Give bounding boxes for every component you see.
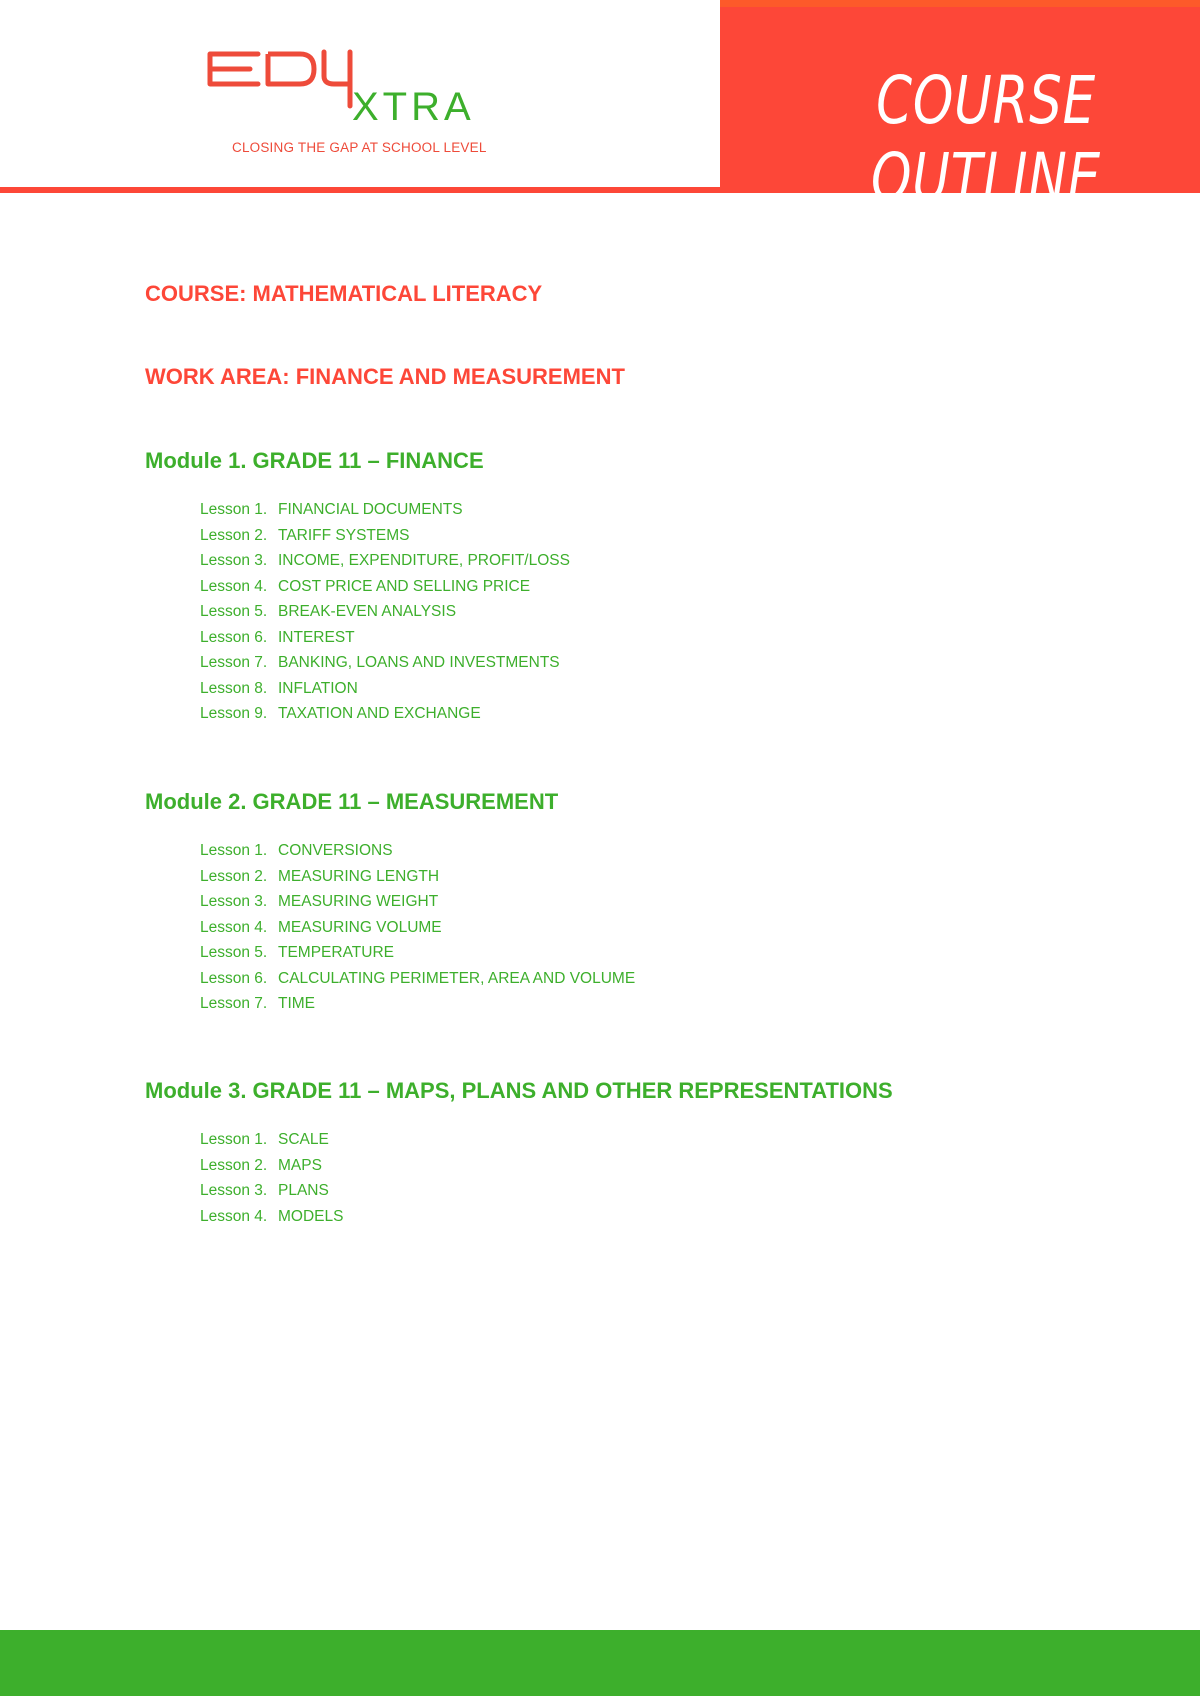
banner-title: COURSE OUTLINE bbox=[870, 62, 1102, 216]
lesson-title: TARIFF SYSTEMS bbox=[278, 526, 410, 544]
svg-text:XTRA: XTRA bbox=[352, 85, 475, 126]
lesson-title: COST PRICE AND SELLING PRICE bbox=[278, 577, 531, 595]
module-2-title: Module 2. GRADE 11 – MEASUREMENT bbox=[145, 789, 559, 814]
lesson-title: INCOME, EXPENDITURE, PROFIT/LOSS bbox=[278, 552, 570, 569]
lesson-number: Lesson 1. bbox=[200, 1131, 268, 1148]
lesson-title: MEASURING WEIGHT bbox=[278, 893, 439, 910]
lesson-item bbox=[200, 1204, 343, 1230]
module-1-lessons bbox=[200, 497, 570, 727]
module-3-title: Module 3. GRADE 11 – MAPS, PLANS AND OTHER REPRESENTATIONS bbox=[145, 1078, 893, 1103]
header-banner bbox=[720, 0, 1200, 216]
lesson-item bbox=[200, 676, 570, 702]
footer-green-bar bbox=[0, 1630, 1200, 1696]
lesson-number: Lesson 1. bbox=[200, 501, 268, 518]
lesson-item bbox=[200, 1178, 343, 1204]
lesson-item bbox=[200, 1153, 343, 1179]
lesson-item bbox=[200, 864, 635, 890]
lesson-item bbox=[200, 701, 570, 727]
logo-mark bbox=[200, 46, 540, 126]
header-red-rule bbox=[0, 187, 720, 193]
lesson-number: Lesson 7. bbox=[200, 995, 268, 1012]
lesson-item bbox=[200, 548, 570, 574]
module-3-lessons bbox=[200, 1127, 343, 1229]
lesson-number: Lesson 8. bbox=[200, 679, 268, 697]
lesson-item bbox=[200, 966, 635, 992]
lesson-item bbox=[200, 599, 570, 625]
lesson-title: MAPS bbox=[278, 1156, 322, 1174]
module-2-lessons bbox=[200, 838, 635, 1017]
lesson-item bbox=[200, 650, 570, 676]
logo-tagline: CLOSING THE GAP AT SCHOOL LEVEL bbox=[232, 140, 487, 155]
lesson-title: CALCULATING PERIMETER, AREA AND VOLUME bbox=[278, 969, 636, 987]
lesson-title: BANKING, LOANS AND INVESTMENTS bbox=[278, 654, 560, 671]
lesson-item bbox=[200, 915, 635, 941]
lesson-number: Lesson 4. bbox=[200, 1207, 268, 1225]
lesson-number: Lesson 6. bbox=[200, 628, 268, 646]
lesson-number: Lesson 4. bbox=[200, 577, 268, 595]
lesson-title: FINANCIAL DOCUMENTS bbox=[278, 501, 463, 518]
lesson-title: TIME bbox=[278, 995, 316, 1012]
lesson-item bbox=[200, 497, 570, 523]
lesson-number: Lesson 1. bbox=[200, 842, 268, 859]
lesson-item bbox=[200, 1127, 343, 1153]
lesson-title: MEASURING VOLUME bbox=[278, 918, 442, 936]
lesson-title: PLANS bbox=[278, 1182, 329, 1199]
lesson-number: Lesson 3. bbox=[200, 1182, 268, 1199]
lesson-item bbox=[200, 940, 635, 966]
lesson-title: INTEREST bbox=[278, 628, 355, 646]
lesson-title: TEMPERATURE bbox=[278, 944, 394, 961]
lesson-title: CONVERSIONS bbox=[278, 842, 393, 859]
lesson-item bbox=[200, 574, 570, 600]
header-white-area bbox=[0, 0, 720, 187]
edu-xtra-logo bbox=[200, 46, 540, 166]
lesson-title: MEASURING LENGTH bbox=[278, 867, 440, 885]
lesson-title: BREAK-EVEN ANALYSIS bbox=[278, 603, 457, 620]
module-1-title: Module 1. GRADE 11 – FINANCE bbox=[145, 448, 484, 473]
course-title: COURSE: MATHEMATICAL LITERACY bbox=[145, 281, 543, 306]
lesson-number: Lesson 2. bbox=[200, 1156, 268, 1174]
lesson-number: Lesson 6. bbox=[200, 969, 268, 987]
work-area-title: WORK AREA: FINANCE AND MEASUREMENT bbox=[145, 364, 625, 389]
lesson-number: Lesson 2. bbox=[200, 526, 268, 544]
lesson-item bbox=[200, 523, 570, 549]
lesson-number: Lesson 3. bbox=[200, 893, 268, 910]
lesson-title: INFLATION bbox=[278, 679, 358, 697]
lesson-item bbox=[200, 625, 570, 651]
lesson-number: Lesson 2. bbox=[200, 867, 268, 885]
lesson-title: TAXATION AND EXCHANGE bbox=[278, 705, 481, 722]
lesson-number: Lesson 5. bbox=[200, 944, 268, 961]
lesson-number: Lesson 7. bbox=[200, 654, 268, 671]
lesson-title: MODELS bbox=[278, 1207, 344, 1225]
lesson-title: SCALE bbox=[278, 1131, 329, 1148]
lesson-number: Lesson 4. bbox=[200, 918, 268, 936]
lesson-item bbox=[200, 991, 635, 1017]
lesson-item bbox=[200, 889, 635, 915]
lesson-number: Lesson 9. bbox=[200, 705, 268, 722]
lesson-number: Lesson 3. bbox=[200, 552, 268, 569]
lesson-number: Lesson 5. bbox=[200, 603, 268, 620]
lesson-item bbox=[200, 838, 635, 864]
